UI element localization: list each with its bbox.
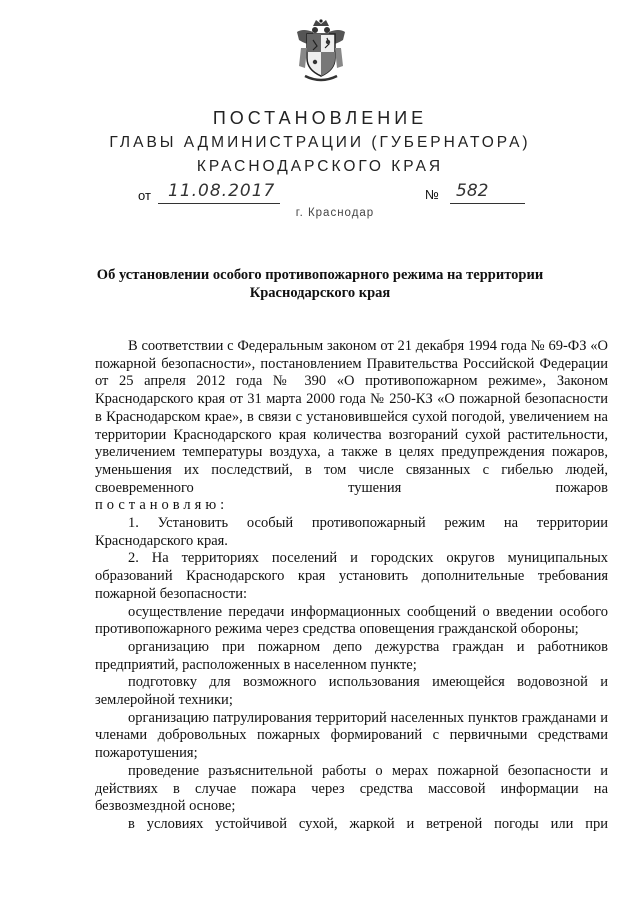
requirement-item: проведение разъяснительной работы о мерах пожарной безопасности и действиях в случае пожара через средства массовой информации на безвозмездной основе;	[95, 762, 608, 815]
requirement-item: подготовку для возможного использования имеющейся водовозной и землеройной техники;	[95, 674, 608, 709]
resolution-word: постановляю:	[95, 497, 229, 514]
requirement-item: организацию патрулирования территорий населенных пунктов гражданами и членами добровольных пожарных формирований с первичными средствами пожаротушения;	[95, 709, 608, 762]
date-number-row	[0, 181, 640, 207]
clause-1: 1. Установить особый противопожарный режим на территории Краснодарского края.	[95, 515, 608, 549]
requirement-item: организацию при пожарном депо дежурства граждан и работников предприятий, расположенных в населенном пункте;	[95, 638, 608, 673]
preamble-paragraph: В соответствии с Федеральным законом от 21 декабря 1994 года № 69-ФЗ «О пожарной безопасности», постановлением Правительства Российской Федерации от 25 апреля 2012 года № 390 «О противопожарном режиме», Законом Краснодарского края от 31 марта 2000 года № 250-КЗ «О пожарной безопасности в Краснодарском крае», в связи с установившейся сухой погодой, увеличением на территории Краснодарского края количества возгораний сухой растительности, увеличением температуры воздуха, а также в целях предупреждения пожаров, уменьшения их последствий, в том числе связанных с гибелью людей, своевременного тушения пожаров	[95, 338, 608, 496]
city-line: г. Краснодар	[295, 207, 375, 219]
date-label: от	[138, 188, 151, 203]
document-body	[95, 338, 608, 834]
document-title: Об установлении особого противопожарного режима на территории Краснодарского края	[96, 267, 544, 301]
region-heading: КРАСНОДАРСКОГО КРАЯ	[196, 158, 444, 175]
coat-of-arms-icon	[293, 18, 349, 84]
requirement-item: в условиях устойчивой сухой, жаркой и ветреной погоды или при	[128, 815, 608, 832]
number-value: 582	[456, 181, 489, 201]
document-type-heading: ПОСТАНОВЛЕНИЕ	[212, 108, 428, 128]
number-label: №	[425, 187, 439, 202]
issuer-heading: ГЛАВЫ АДМИНИСТРАЦИИ (ГУБЕРНАТОРА)	[109, 134, 531, 151]
date-underline	[158, 203, 280, 204]
requirement-item: осуществление передачи информационных сообщений о введении особого противопожарного режима через средства оповещения гражданской обороны;	[95, 603, 608, 638]
number-underline	[450, 203, 525, 204]
clause-2: 2. На территориях поселений и городских округов муниципальных образований Краснодарского края установить дополнительные требования пожарной безопасности:	[95, 550, 608, 602]
date-value: 11.08.2017	[168, 181, 276, 201]
